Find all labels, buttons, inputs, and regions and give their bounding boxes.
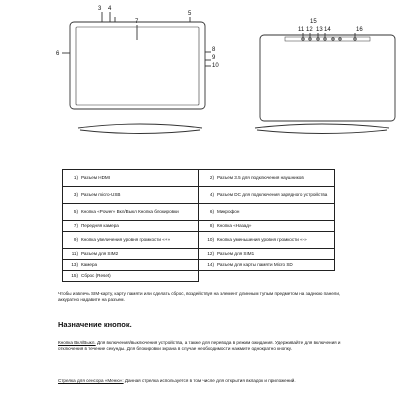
tablet-side-view [78,124,389,134]
item-number: 4) [209,192,214,198]
callout-number: 14 [324,27,331,33]
table-cell [63,260,199,271]
callout-number: 16 [356,27,363,33]
tablet-front-view [62,12,211,109]
item-number: 1) [73,175,78,181]
item-label: Передняя камера [81,223,119,229]
table-cell [63,232,199,249]
item-label: Камера [81,262,98,268]
table-cell [199,271,335,282]
callout-number: 6 [56,51,60,57]
table-cell [63,170,199,187]
callout-number: 11 [298,27,305,33]
callout-number: 12 [306,27,313,33]
paragraph-power-button [58,340,342,352]
sim-reset-note: Чтобы извлечь SIM-карту, карту памяти или сделать сброс, воздействуя на элемент длинным тупым предметом на заднюю панели, аккуратно надавите на разъем. [58,291,341,302]
table-row [63,170,335,187]
section-heading: Назначение кнопок. [58,320,132,329]
item-number: 11) [71,251,78,257]
table-cell [199,232,335,249]
item-label: Кнопка увеличения уровня громкости «+» [81,237,171,243]
item-label: Разъем для SIM2 [81,251,119,257]
table-cell [199,249,335,260]
table-cell [63,204,199,221]
item-label: Разъем 3.5 для подключения наушников [217,175,304,181]
table-row [63,187,335,204]
callout-number: 15 [310,19,317,25]
item-label: Сброс (Reset) [81,273,111,279]
item-number: 8) [209,223,214,229]
paragraph-text: Для включения/выключения устройства, а также для перевода в режим ожидания. Удерживайте для включения и отключения в течение секунды. Для блокировки экрана в случае необходимости нажмите однократно кнопку. [58,340,341,351]
item-label: Разъем DC для подключения зарядного устройства [217,192,328,198]
paragraph-label: Стрелка для сенсора «Меню»: [58,378,124,383]
item-label: Кнопка уменьшения уровня громкости «-» [217,237,307,243]
callout-number: 13 [316,27,323,33]
table-cell [199,187,335,204]
table-row [63,204,335,221]
table-row [63,249,335,260]
callout-number: 9 [212,55,216,61]
parts-table [62,169,335,282]
tablet-back-view [260,33,395,121]
table-row [63,271,335,282]
table-cell [199,204,335,221]
item-label: Кнопка «Назад» [217,223,252,229]
table-cell [199,221,335,232]
callout-number: 8 [212,47,216,53]
table-row [63,260,335,271]
table-row [63,232,335,249]
item-number: 13) [71,262,78,268]
callout-number: 4 [108,6,112,12]
table-cell [199,170,335,187]
item-label: Разъем micro-USB [81,192,121,198]
item-number: 15) [71,273,78,279]
table-cell [63,249,199,260]
item-number: 12) [207,251,214,257]
item-label: Разъем для карты памяти Micro SD [217,262,293,268]
item-number: 7) [73,223,78,229]
item-number: 5) [73,209,78,215]
item-label: Кнопка «Power» Вкл/Выкл Кнопка блокировки [81,209,179,215]
callout-number: 7 [135,19,139,25]
item-number: 2) [209,175,214,181]
callout-number: 10 [212,63,219,69]
table-row [63,221,335,232]
item-number: 9) [73,237,78,243]
table-cell [63,221,199,232]
item-number: 3) [73,192,78,198]
callout-number: 5 [188,11,192,17]
item-label: Микрофон [217,209,240,215]
table-cell [63,187,199,204]
paragraph-menu-sensor [58,378,342,384]
table-cell [63,271,199,282]
item-number: 6) [209,209,214,215]
paragraph-label: Кнопка Вкл/Выкл. [58,340,96,345]
item-number: 10) [207,237,214,243]
device-illustrations [0,0,400,168]
item-label: Разъем для SIM1 [217,251,255,257]
item-label: Разъем HDMI [81,175,111,181]
table-cell [199,260,335,271]
callout-number: 3 [98,6,102,12]
paragraph-text: Данная стрелка используется в том числе для открытия вкладок и приложений. [123,378,296,383]
item-number: 14) [207,262,214,268]
